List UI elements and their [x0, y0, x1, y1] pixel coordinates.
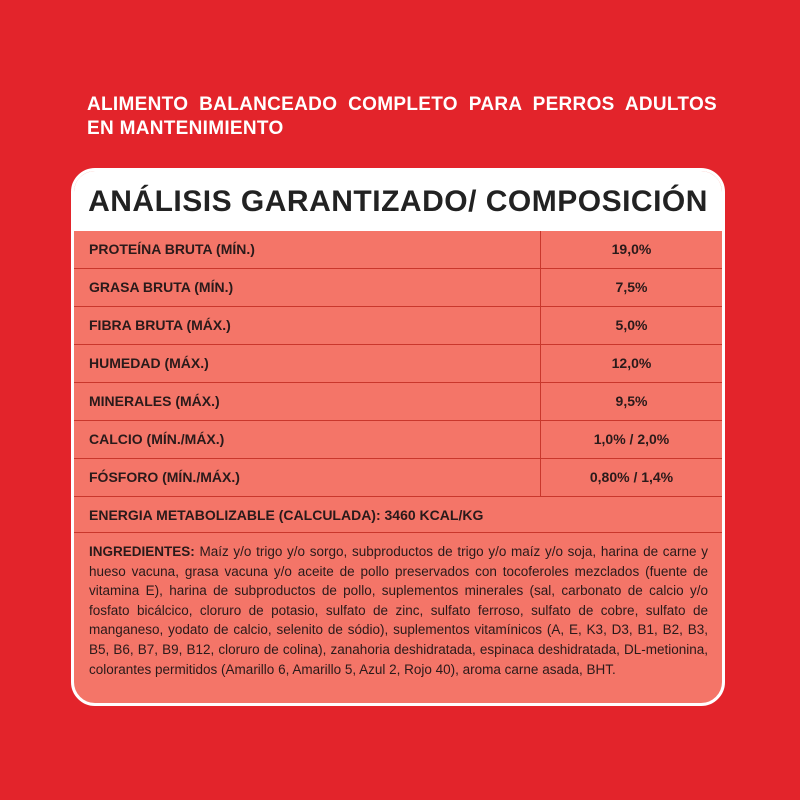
- row-label: FIBRA BRUTA (MÁX.): [74, 307, 541, 344]
- ingredients-label: INGREDIENTES:: [89, 544, 195, 559]
- row-value: 9,5%: [615, 393, 648, 409]
- table-row: [74, 345, 722, 383]
- row-label: MINERALES (MÁX.): [74, 383, 541, 420]
- ingredients-block: [74, 533, 722, 679]
- headline-line-1: ALIMENTO BALANCEADO COMPLETO PARA PERROS ADULTOS: [87, 94, 717, 115]
- row-value: 12,0%: [611, 355, 652, 371]
- row-label: PROTEÍNA BRUTA (MÍN.): [74, 231, 541, 268]
- row-value: 19,0%: [611, 241, 652, 257]
- row-value: 5,0%: [615, 317, 648, 333]
- table-row: [74, 231, 722, 269]
- table-row: [74, 421, 722, 459]
- row-label: CALCIO (MÍN./MÁX.): [74, 421, 541, 458]
- table-row: [74, 383, 722, 421]
- panel-title: ANÁLISIS GARANTIZADO/ COMPOSICIÓN: [74, 171, 722, 231]
- table-row: [74, 307, 722, 345]
- row-label: FÓSFORO (MÍN./MÁX.): [74, 459, 541, 496]
- analysis-panel: [71, 168, 725, 706]
- table-row: [74, 269, 722, 307]
- ingredients-text: Maíz y/o trigo y/o sorgo, subproductos de trigo y/o maíz y/o soja, harina de carne y hueso vacuna, grasa vacuna y/o aceite de pollo preservados con tocoferoles mezclados (fuente de vitamina E), harina de subproductos de pollo, suplementos minerales (sal, carbonato de calcio y/o fosfato bicálcico, cloruro de potasio, sulfato de zinc, sulfato ferroso, sulfato de cobre, sulfato de manganeso, yodato de calcio, selenito de sódio), suplementos vitamínicos (A, E, K3, D3, B1, B2, B3, B5, B6, B7, B9, B12, cloruro de colina), zanahoria deshidratada, espinaca deshidratada, DL-metionina, colorantes permitidos (Amarillo 6, Amarillo 5, Azul 2, Rojo 40), aroma carne asada, BHT.: [89, 544, 708, 677]
- table-row: [74, 459, 722, 497]
- row-label: HUMEDAD (MÁX.): [74, 345, 541, 382]
- energy-row: ENERGIA METABOLIZABLE (CALCULADA): 3460 KCAL/KG: [74, 497, 722, 533]
- row-value: 7,5%: [615, 279, 648, 295]
- product-headline: [87, 93, 717, 141]
- row-value: 1,0% / 2,0%: [593, 431, 670, 447]
- row-value: 0,80% / 1,4%: [589, 469, 674, 485]
- headline-line-2: EN MANTENIMIENTO: [87, 118, 284, 139]
- row-label: GRASA BRUTA (MÍN.): [74, 269, 541, 306]
